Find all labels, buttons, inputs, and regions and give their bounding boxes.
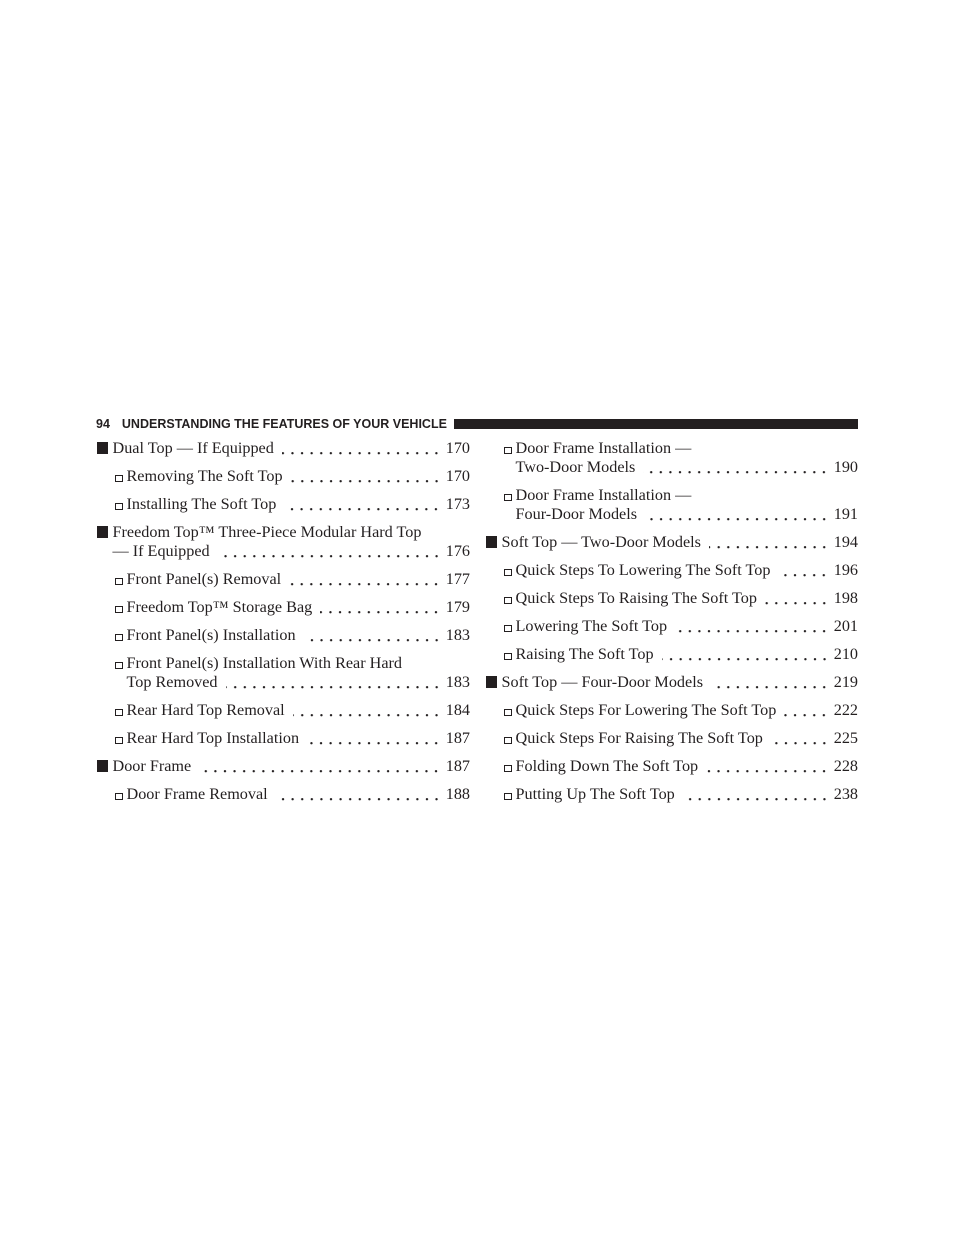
toc-entry-line [516, 757, 859, 776]
toc-page-number: 194 [833, 532, 858, 551]
toc-entry [485, 439, 858, 477]
toc-entry-title: Removing The Soft Top [126, 466, 283, 485]
filled-square-icon [97, 526, 108, 538]
toc-entry [485, 533, 858, 552]
toc-entry [485, 673, 858, 692]
toc-entry-line [516, 561, 859, 580]
hollow-square-icon [504, 737, 512, 745]
toc-entry [96, 570, 470, 589]
toc-entry [96, 654, 470, 692]
toc-entry-title: Quick Steps To Lowering The Soft Top [515, 560, 771, 579]
toc-page-number: 170 [445, 438, 470, 457]
toc-page-number: 177 [445, 569, 470, 588]
toc-entry-title: Freedom Top™ Storage Bag [126, 597, 313, 616]
hollow-square-icon [115, 793, 123, 801]
toc-entry [485, 561, 858, 580]
toc-page-number: 225 [833, 728, 858, 747]
toc-entry-line [127, 701, 471, 720]
toc-entry-title: — If Equipped [112, 541, 210, 560]
toc-entry-title: Rear Hard Top Removal [126, 700, 285, 719]
hollow-square-icon [115, 503, 123, 511]
toc-entry-line [113, 757, 471, 776]
toc-entry-title: Installing The Soft Top [126, 494, 277, 513]
toc-entry-title: Front Panel(s) Removal [126, 569, 282, 588]
toc-entry-line [127, 729, 471, 748]
toc-page-number: 191 [833, 504, 858, 523]
toc-entry-line [516, 785, 859, 804]
toc-page-number: 184 [445, 700, 470, 719]
toc-entry-title: Folding Down The Soft Top [515, 756, 699, 775]
dot-leader [771, 729, 829, 748]
toc-entry-line [516, 645, 859, 664]
toc-entry-line [127, 673, 471, 692]
toc-page-number: 183 [445, 672, 470, 691]
toc-entry [96, 757, 470, 776]
hollow-square-icon [504, 793, 512, 801]
dot-leader [226, 673, 441, 692]
toc-entry-title: Dual Top — If Equipped [112, 438, 274, 457]
hollow-square-icon [504, 765, 512, 773]
hollow-square-icon [504, 494, 512, 502]
toc-entry-title: Four-Door Models [515, 504, 638, 523]
toc-left-column [96, 439, 470, 813]
toc-page-number: 201 [833, 616, 858, 635]
toc-page-number: 196 [833, 560, 858, 579]
toc-entry-title: Putting Up The Soft Top [515, 784, 675, 803]
dot-leader [218, 542, 441, 561]
dot-leader [675, 617, 829, 636]
toc-entry [485, 645, 858, 664]
dot-leader [304, 626, 441, 645]
toc-entry-line [127, 785, 471, 804]
toc-entry-title: Soft Top — Four-Door Models [501, 672, 703, 691]
dot-leader [643, 458, 829, 477]
toc-page-number: 198 [833, 588, 858, 607]
toc-entry [485, 785, 858, 804]
toc-page-number: 238 [833, 784, 858, 803]
dot-leader [662, 645, 829, 664]
toc-entry-line [127, 626, 471, 645]
toc-entry-line [516, 458, 859, 477]
toc-entry-title: Quick Steps For Raising The Soft Top [515, 728, 763, 747]
toc-page-number: 183 [445, 625, 470, 644]
toc-page-number: 188 [445, 784, 470, 803]
toc-entry-title: Door Frame Removal [126, 784, 268, 803]
toc-entry-title: Door Frame Installation — [515, 485, 692, 504]
toc-page-number: 210 [833, 644, 858, 663]
toc-page-number: 187 [445, 756, 470, 775]
hollow-square-icon [115, 578, 123, 586]
hollow-square-icon [504, 597, 512, 605]
toc-entry [485, 617, 858, 636]
toc-entry-line [127, 467, 471, 486]
toc-entry [96, 598, 470, 617]
toc-entry-title: Door Frame [112, 756, 192, 775]
header-rule [454, 419, 858, 429]
toc-entry [96, 523, 470, 561]
toc-entry-line [502, 673, 859, 692]
running-head [96, 417, 858, 431]
toc-entry-title: Raising The Soft Top [515, 644, 654, 663]
toc-page-number: 179 [445, 597, 470, 616]
hollow-square-icon [115, 606, 123, 614]
toc-entry-line [516, 589, 859, 608]
toc-page-number: 190 [833, 457, 858, 476]
toc-entry-line [113, 523, 471, 542]
toc-entry-line [516, 439, 859, 458]
toc-page-number: 219 [833, 672, 858, 691]
toc-entry [96, 729, 470, 748]
toc-entry [485, 589, 858, 608]
toc-entry [485, 701, 858, 720]
toc-entry-line [516, 486, 859, 505]
hollow-square-icon [115, 737, 123, 745]
toc-entry [96, 626, 470, 645]
hollow-square-icon [115, 475, 123, 483]
toc-entry [96, 439, 470, 458]
toc-entry [96, 701, 470, 720]
dot-leader [307, 729, 441, 748]
dot-leader [784, 701, 829, 720]
toc-page-number: 187 [445, 728, 470, 747]
hollow-square-icon [504, 709, 512, 717]
toc-entry-title: Quick Steps To Raising The Soft Top [515, 588, 757, 607]
toc-entry-title: Front Panel(s) Installation With Rear Hard [126, 653, 403, 672]
toc-entry-title: Two-Door Models [515, 457, 636, 476]
dot-leader [291, 467, 441, 486]
toc-entry [485, 757, 858, 776]
toc-entry-title: Front Panel(s) Installation [126, 625, 296, 644]
toc-page-number: 228 [833, 756, 858, 775]
toc-entry-line [127, 495, 471, 514]
toc-entry-title: Freedom Top™ Three-Piece Modular Hard Top [112, 522, 422, 541]
dot-leader [293, 701, 441, 720]
hollow-square-icon [115, 709, 123, 717]
toc-entry-line [127, 598, 471, 617]
dot-leader [778, 561, 829, 580]
toc-entry [485, 729, 858, 748]
toc-page-number: 222 [833, 700, 858, 719]
toc-entry-title: Door Frame Installation — [515, 438, 692, 457]
toc-page-number: 176 [445, 541, 470, 560]
toc-right-column [485, 439, 858, 813]
hollow-square-icon [504, 653, 512, 661]
dot-leader [706, 757, 829, 776]
toc-entry-line [113, 542, 471, 561]
toc-entry-line [127, 570, 471, 589]
toc-entry [96, 495, 470, 514]
dot-leader [320, 598, 441, 617]
dot-leader [282, 439, 441, 458]
toc-entry-line [516, 701, 859, 720]
hollow-square-icon [115, 634, 123, 642]
dot-leader [711, 673, 829, 692]
toc-entry-line [516, 729, 859, 748]
hollow-square-icon [504, 447, 512, 455]
toc-entry-line [502, 533, 859, 552]
dot-leader [276, 785, 441, 804]
filled-square-icon [97, 442, 108, 454]
hollow-square-icon [115, 662, 123, 670]
toc-entry [96, 467, 470, 486]
hollow-square-icon [504, 625, 512, 633]
toc-entry-line [516, 617, 859, 636]
filled-square-icon [97, 760, 108, 772]
page-number: 94 [96, 417, 110, 431]
filled-square-icon [486, 676, 497, 688]
dot-leader [765, 589, 829, 608]
dot-leader [199, 757, 441, 776]
dot-leader [709, 533, 829, 552]
hollow-square-icon [504, 569, 512, 577]
toc-entry-line [516, 505, 859, 524]
dot-leader [645, 505, 829, 524]
dot-leader [683, 785, 829, 804]
toc-entry [96, 785, 470, 804]
toc-page-number: 170 [445, 466, 470, 485]
toc-entry-title: Soft Top — Two-Door Models [501, 532, 701, 551]
dot-leader [284, 495, 441, 514]
section-title: UNDERSTANDING THE FEATURES OF YOUR VEHICLE [121, 417, 447, 431]
toc-entry-line [113, 439, 471, 458]
toc-entry-title: Rear Hard Top Installation [126, 728, 300, 747]
toc-entry-title: Quick Steps For Lowering The Soft Top [515, 700, 777, 719]
toc-page-number: 173 [445, 494, 470, 513]
toc-entry-title: Lowering The Soft Top [515, 616, 668, 635]
filled-square-icon [486, 536, 497, 548]
toc-entry-line [127, 654, 471, 673]
toc-entry-title: Top Removed [126, 672, 218, 691]
dot-leader [289, 570, 441, 589]
toc-entry [485, 486, 858, 524]
